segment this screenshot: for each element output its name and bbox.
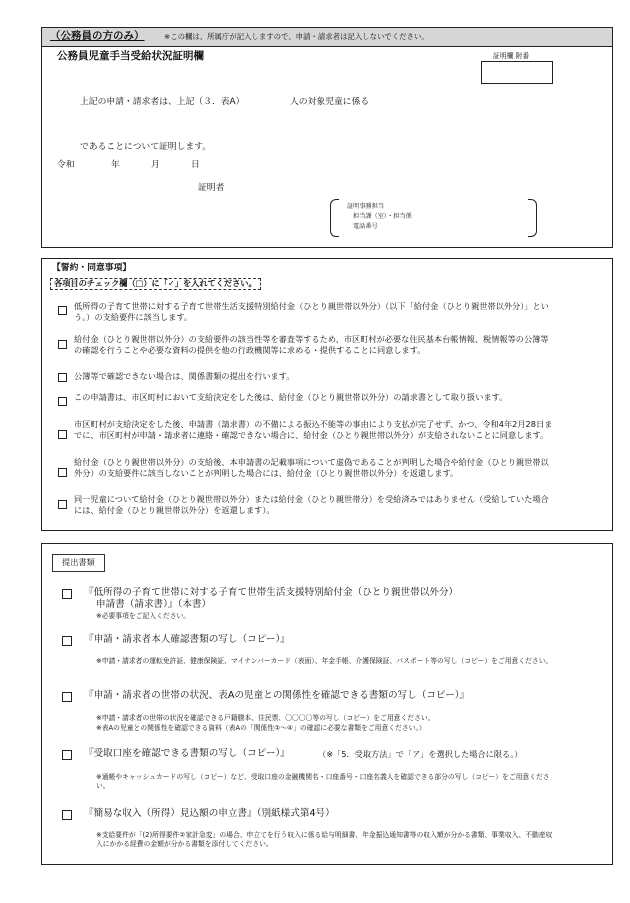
document-1-title-cont: 申請書（請求書）』（本書） xyxy=(96,599,212,610)
document-2-note: ※申請・請求者の運転免許証、健康保険証、マイナンバーカード（表面）、年金手帳、介護保険証、パスポート等の写し（コピー）をご用意ください。 xyxy=(96,657,553,665)
document-2-title: 『申請・請求者本人確認書類の写し（コピー）』 xyxy=(84,634,290,645)
document-5-note: ※支給要件が「(2)所得要件②家計急変」の場合、申立てを行う収入に係る給与明細書、年金振込通知書等の収入額が分かる書類、事業収入、不動産収入にかかる経費の金額が分かる書類を添付してください。 xyxy=(96,831,553,848)
document-3-title: 『申請・請求者の世帯の状況、表Aの児童との関係性を確認できる書類の写し（コピー）』 xyxy=(84,690,470,701)
document-4-title-note: （※「5．受取方法」で「ア」を選択した場合に限る。） xyxy=(318,749,523,759)
pledge-checkbox-3[interactable] xyxy=(58,373,67,382)
pledge-item-3: 公簿等で確認できない場合は、関係書類の提出を行います。 xyxy=(74,371,295,381)
contact-bracket-right xyxy=(528,199,537,237)
contact-department-label: 担当課（室）・担当係 xyxy=(353,213,412,220)
pledge-item-4: この申請書は、市区町村において支給決定をした後は、給付金（ひとり親世帯以外分）の請求書として取り扱います。 xyxy=(74,392,508,402)
document-3-note: ※申請・請求者の世帯の状況を確認できる戸籍謄本、住民票、〇〇〇〇等の写し（コピー）をご用意ください。 xyxy=(96,714,435,722)
pledge-checkbox-4[interactable] xyxy=(58,397,67,406)
contact-person-label: 証明事務担当 xyxy=(347,203,385,210)
cert-statement-line2: であることについて証明します。 xyxy=(80,142,212,152)
pledge-item-1: 低所得の子育て世帯に対する子育て世帯生活支援特別給付金（ひとり親世帯以外分）（以下「給付金（ひとり親世帯以外分）」という。）の支給要件に該当します。 xyxy=(74,301,549,322)
cert-number-label: 証明欄 附番 xyxy=(493,52,530,60)
date-year: 年 xyxy=(111,160,120,170)
documents-title: 提出書類 xyxy=(52,554,105,572)
pledge-item-6: 給付金（ひとり親世帯以外分）の支給後、本申請書の記載事項について虚偽であることが判明した場合や給付金（ひとり親世帯以外分）の支給要件に該当しないことが判明した場合には、給付金（ひとり親世帯以外分）を返還します。 xyxy=(74,457,549,478)
document-checkbox-1[interactable] xyxy=(62,589,72,599)
document-checkbox-4[interactable] xyxy=(62,750,72,760)
pledge-title: 【誓約・同意事項】 xyxy=(52,263,132,273)
date-day: 日 xyxy=(191,160,200,170)
document-3-note-2: ※表Aの児童との関係性を確認できる資料（表Aの「関係性①～④」の確認に必要な書類をご用意ください。） xyxy=(96,724,426,732)
pledge-checkbox-5[interactable] xyxy=(58,430,67,439)
pledge-item-7: 同一児童について給付金（ひとり親世帯以外分）または給付金（ひとり親世帯分）を受給済みではありません（受給していた場合には、給付金（ひとり親世帯以外分）を返還します）。 xyxy=(74,494,549,515)
official-use-label: （公務員の方のみ） xyxy=(50,30,145,42)
cert-number-box[interactable] xyxy=(481,61,553,84)
pledge-checkbox-1[interactable] xyxy=(58,306,67,315)
official-use-note: ※この欄は、所属庁が記入しますので、申請・請求者は記入しないでください。 xyxy=(164,32,429,41)
document-5-title: 『簡易な収入（所得）見込額の申立書』（別紙様式第4号） xyxy=(84,808,335,819)
cert-statement-part-b: 人の対象児童に係る xyxy=(290,97,370,107)
contact-phone-label: 電話番号 xyxy=(353,223,378,230)
pledge-item-2: 給付金（ひとり親世帯以外分）の支給要件の該当性等を審査等するため、市区町村が必要な住民基本台帳情報、税情報等の公簿等の確認を行うことや必要な資料の提供を他の行政機関等に求める・提供することに同意します。 xyxy=(74,334,549,355)
pledge-checkbox-2[interactable] xyxy=(58,340,67,349)
pledge-item-5: 市区町村が支給決定をした後、申請書（請求書）の不備による振込不能等の事由により支払が完了せず、かつ、令和4年2月28日までに、市区町村が申請・請求者に連絡・確認できない場合に、給付金（ひとり親世帯以外分）が支給されないことに同意します。 xyxy=(74,419,553,440)
document-4-note: ※通帳やキャッシュカードの写し（コピー）など、受取口座の金融機関名・口座番号・口座名義人を確認できる部分の写し（コピー）をご用意ください。 xyxy=(96,773,550,790)
cert-statement-part-a: 上記の申請・請求者は、上記（３．表A） xyxy=(80,97,245,107)
document-1-note: ※必要事項をご記入ください。 xyxy=(96,612,191,620)
document-1-title: 『低所得の子育て世帯に対する子育て世帯生活支援特別給付金（ひとり親世帯以外分） xyxy=(84,587,459,598)
pledge-instruction: 各項目のチェック欄（□）に「✓」を入れてください。 xyxy=(50,278,261,290)
pledge-checkbox-6[interactable] xyxy=(58,468,67,477)
document-4-title: 『受取口座を確認できる書類の写し（コピー）』 xyxy=(84,748,290,759)
document-checkbox-2[interactable] xyxy=(62,636,72,646)
document-checkbox-3[interactable] xyxy=(62,692,72,702)
date-month: 月 xyxy=(151,160,160,170)
contact-bracket-left xyxy=(330,199,339,237)
official-title: 公務員児童手当受給状況証明欄 xyxy=(57,50,204,62)
document-checkbox-5[interactable] xyxy=(62,810,72,820)
certifier-label: 証明者 xyxy=(198,183,225,193)
date-era: 令和 xyxy=(57,160,75,170)
pledge-checkbox-7[interactable] xyxy=(58,500,67,509)
